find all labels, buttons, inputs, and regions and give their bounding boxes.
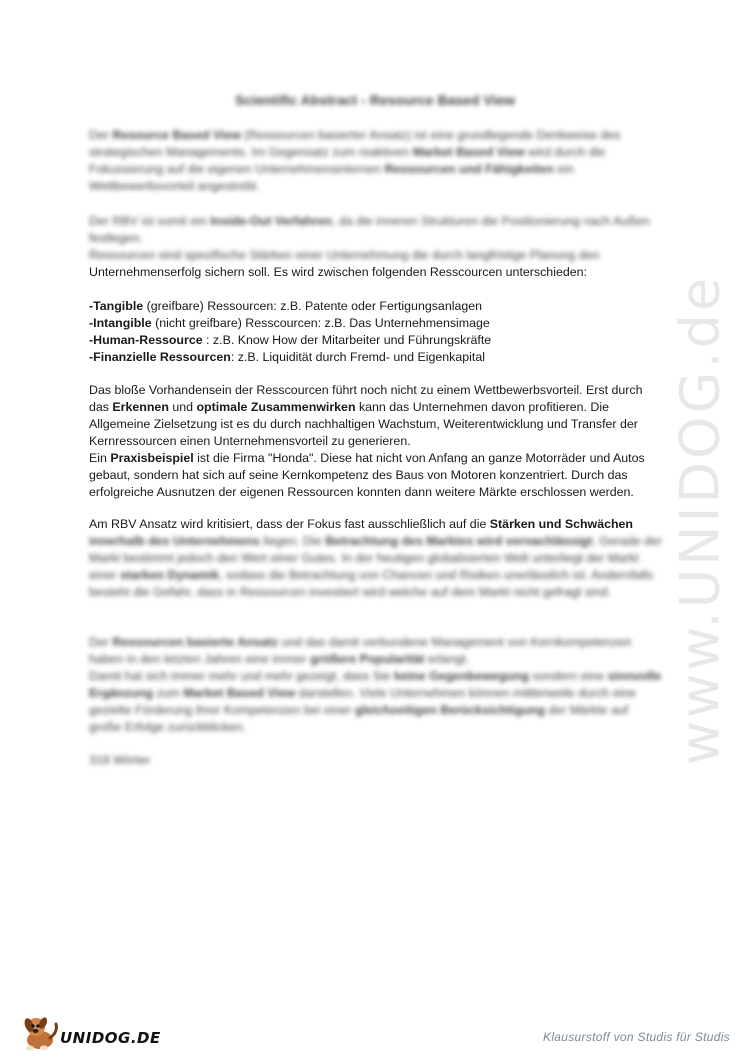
text-run: Der RBV ist somit ein: [89, 214, 211, 228]
bold-term: gleichzeitigen Berücksichtigung: [354, 703, 545, 717]
footer-tagline: Klausurstoff von Studis für Studis: [543, 1030, 730, 1044]
paragraph-critique-clear: [89, 516, 664, 533]
text-run: zum: [153, 686, 184, 700]
bold-term: Praxisbeispiel: [110, 451, 194, 465]
list-item: [89, 349, 664, 366]
paragraph-line: [89, 382, 664, 450]
paragraph-line: [89, 634, 664, 668]
list-item-bold: -Intangible: [89, 316, 152, 330]
text-run: Damit hat sich immer mehr und mehr gezeigt, dass Sie: [89, 669, 395, 683]
paragraph-intro: [89, 127, 664, 195]
list-item-bold: -Finanzielle Ressourcen: [89, 350, 231, 364]
text-run: wird durch die Fokussierung auf die eigenen Unternehmensinternen: [89, 145, 606, 176]
bold-term: Stärken und Schwächen: [489, 517, 633, 531]
bold-term: Ressourcen und Fähigkeiten: [384, 162, 554, 176]
resource-list: [89, 298, 664, 366]
bold-term: optimale Zusammenwirken: [196, 400, 356, 414]
bold-term: Betrachtung des Marktes wird vernachlässigt: [325, 534, 593, 548]
paragraph-critique: [89, 533, 664, 601]
text-run: . Gerade der Markt bestimmt jedoch den Wert einer Gutes. In der heutigen globalisierten Welt unterliegt der Markt einer: [89, 534, 662, 582]
bold-term: größere Popularität: [310, 652, 425, 666]
text-run: darstellen. Viele Unternehmen können mittlerweile durch eine gezielte Förderung ihrer Kompetenzen bei einer: [89, 686, 637, 717]
paragraph-line: Ressourcen sind spezifische Stärken einer Unternehmung die durch langfristige Planung den: [89, 248, 600, 262]
list-item-bold: -Human-Ressource: [89, 333, 203, 347]
text-run: liegen. Die: [259, 534, 326, 548]
list-item-text: (greifbare) Ressourcen: z.B. Patente oder Fertigungsanlagen: [143, 299, 483, 313]
text-run: und: [168, 400, 197, 414]
list-item: [89, 332, 664, 349]
text-run: ein Wettbewerbsvorteil angestrebt.: [89, 162, 574, 193]
text-run: Das bloße Vorhandensein der Resscourcen führt noch nicht zu einem Wettbewerbsvorteil. Erst durch das: [89, 383, 643, 414]
text-run: Am RBV Ansatz wird kritisiert, dass der Fokus fast ausschließlich auf die: [89, 517, 490, 531]
paragraph-line: [89, 450, 664, 501]
paragraph-conclusion: [89, 634, 664, 736]
bold-term: Market Based View: [412, 145, 525, 159]
bold-term: sinnvolle Ergänzung: [89, 669, 662, 700]
text-run: der Märkte auf große Erfolge zurückblicken.: [89, 703, 629, 734]
text-run: kann das Unternehmen davon profitieren. Die Allgemeine Zielsetzung ist es du durch nachhaltigen Wachstum, Weiterentwicklung und Transfer der Kernressourcen einen Unternehmensvorteil zu generieren.: [89, 400, 638, 448]
list-item-text: (nicht greifbare) Resscourcen: z.B. Das Unternehmensimage: [151, 316, 490, 330]
text-run: Ein: [89, 451, 111, 465]
list-item-bold: -Tangible: [89, 299, 144, 313]
bold-term: Resource Based View: [112, 128, 241, 142]
bold-term: Market Based View: [183, 686, 296, 700]
list-item: [89, 315, 664, 332]
text-run: Der: [89, 635, 113, 649]
paragraph-line: [89, 668, 664, 736]
paragraph-advantage: [89, 382, 664, 501]
paragraph-rbv-clear: Unternehmenserfolg sichern soll. Es wird zwischen folgenden Resscourcen unterschieden:: [89, 265, 587, 279]
logo-text: UNIDOG.DE: [60, 1029, 161, 1047]
text-run: Der: [89, 128, 113, 142]
text-run: , da die inneren Strukturen die Positionierung nach Außen festlegen.: [89, 214, 650, 245]
bold-term: Ressourcen basierte Ansatz: [112, 635, 278, 649]
paragraph-rbv: [89, 213, 664, 264]
bold-term: Inside-Out Verfahren: [210, 214, 333, 228]
bold-term: starken Dynamik: [120, 568, 220, 582]
text-run: ist die Firma "Honda". Diese hat nicht von Anfang an ganze Motorräder und Autos gebaut, sondern hat sich auf seine Kernkompetenz des Baus von Motoren konzentriert. Durch das erfolgreiche Ausnutzen der eigenen Ressourcen konnten dann weitere Märkte erschlossen werden.: [89, 451, 645, 499]
text-run: erlangt.: [424, 652, 470, 666]
dog-mascot-icon: [20, 1012, 60, 1052]
watermark-text: www.UNIDOG.de: [668, 274, 732, 766]
list-item-text: : z.B. Know How der Mitarbeiter und Führungskräfte: [202, 333, 492, 347]
text-run: (Ressourcen basierter Ansatz) ist eine grundlegende Denkweise des strategischen Managements. Im Gegensatz zum reaktiven: [89, 128, 621, 159]
text-run: und das damit verbundene Management von Kernkompetenzen haben in den letzten Jahren eine immer: [89, 635, 632, 666]
word-count: 318 Wörter: [89, 753, 151, 767]
text-run: sondern eine: [529, 669, 608, 683]
list-item: [89, 298, 664, 315]
bold-term: keine Gegenbewegung: [394, 669, 530, 683]
text-run: , sodass die Betrachtung von Chancen und Risiken unerlässlich ist. Andernfalls besteht die Gefahr, dass in Ressourcen investiert wird welche auf dem Markt nicht gefragt sind.: [89, 568, 654, 599]
document-title: Scientific Abstract - Resource Based View: [234, 92, 516, 108]
bold-term: Erkennen: [112, 400, 169, 414]
list-item-text: : z.B. Liquidität durch Fremd- und Eigenkapital: [230, 350, 486, 364]
paragraph-line: [89, 213, 664, 247]
unidog-logo: [20, 1012, 160, 1052]
bold-term: innerhalb des Unternehmens: [89, 534, 260, 548]
